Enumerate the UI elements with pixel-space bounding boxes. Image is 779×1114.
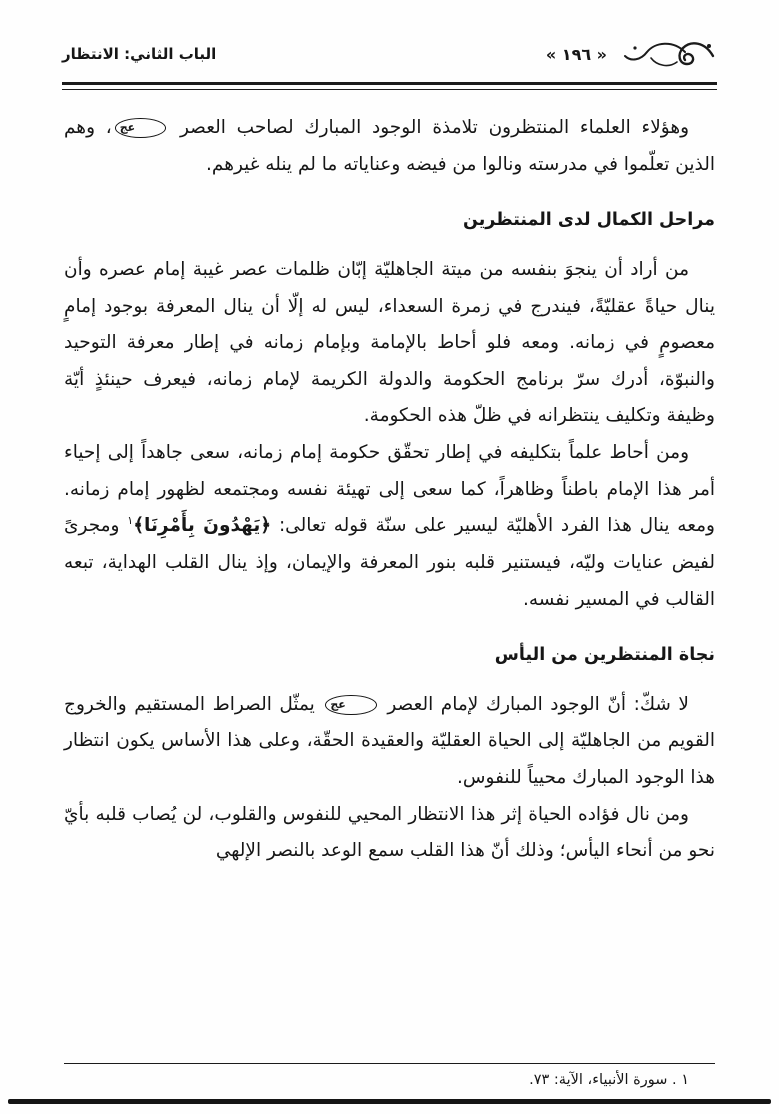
section-heading-1: مراحل الكمال لدى المنتظرين xyxy=(462,210,715,231)
paragraph-3-text: ومن أحاط علماً بتكليفه في إطار تحقّق حكومة إمام زمانه، سعى جاهداً إلى إحياء أمر هذا الإمام باطناً وظاهراً، كما سعى إلى تهيئة نفسه ومجتمعه لظهور إمام زمانه. ومعه ينال هذا الفرد الأهليّة ليسير على سنّة قوله تعالى: xyxy=(64,442,715,537)
paragraph-2: من أراد أن ينجوَ بنفسه من ميتة الجاهليّة إبّان ظلمات عصر غيبة إمام عصره وأن ينال حياةً عقليّةً، فيندرج في زمرة السعداء، ليس له إلّا أن ينال المعرفة بوجود إمامٍ معصومٍ في زمانه. ومعه فلو أحاط بالإمامة وبإمام زمانه في إطار معرفة التوحيد والنبوّة، أدرك سرّ برنامج الحكومة والدولة الكريمة لإمام زمانه، فيعرف حينئذٍ أيّة وظيفة وتكليف ينتظرانه في ظلّ هذه الحكومة. xyxy=(64,258,715,427)
page-footer xyxy=(0,1063,779,1114)
paragraph-4-text-cont: يمثّل الصراط المستقيم والخروج القويم من الجاهليّة إلى الحياة العقليّة والعقيدة الحقّة، وعلى هذا الأساس يكون انتظار هذا الوجود المبارك محيياً للنفوس. xyxy=(64,693,715,789)
paragraph-1-text-cont: ، وهم الذين تعلّموا في مدرسته ونالوا من فيضه وعناياته ما لم ينله غيرهم. xyxy=(64,117,715,175)
footnote-text: ١ . سورة الأنبياء، الآية: ٧٣. xyxy=(529,1072,689,1088)
chapter-title: الباب الثاني: الانتظار xyxy=(62,45,217,63)
header-rule xyxy=(62,82,717,90)
paragraph-1-text: وهؤلاء العلماء المنتظرون تلامذة الوجود المبارك لصاحب العصر xyxy=(169,117,690,138)
honorific-symbol: عج xyxy=(325,695,376,715)
page-header xyxy=(0,0,779,80)
paragraph-5: ومن نال فؤاده الحياة إثر هذا الانتظار المحيي للنفوس والقلوب، لن يُصاب قلبه بأيّ نحو من أنحاء اليأس؛ وذلك أنّ هذا القلب سمع الوعد بالنصر الإلهي xyxy=(64,803,715,862)
page-bottom-rule xyxy=(8,1099,771,1104)
page-number: « ١٩٦ » xyxy=(545,44,607,64)
paragraph-3 xyxy=(64,435,715,618)
paragraph-3-text-cont: ومجرىً لفيض عنايات وليّه، فيستنير قلبه بنور المعرفة والإيمان، وإذ ينال القلب الهداية، تبعه القالب في المسير نفسه. xyxy=(64,515,715,610)
section-heading-2: نجاة المنتظرين من اليأس xyxy=(494,645,715,666)
honorific-symbol: عج xyxy=(115,118,166,138)
paragraph-4 xyxy=(64,687,715,797)
quran-verse: ﴿يَهْدُونَ بِأَمْرِنَا﴾ xyxy=(133,515,272,537)
body-text xyxy=(0,90,779,870)
footnote-separator xyxy=(64,1063,715,1064)
paragraph-4-text: لا شكّ: أنّ الوجود المبارك لإمام العصر xyxy=(379,693,689,715)
calligraphic-flourish-icon xyxy=(621,34,717,74)
header-right-group xyxy=(546,34,717,74)
footnote-marker: ١ xyxy=(127,514,134,528)
paragraph-1 xyxy=(64,110,715,183)
